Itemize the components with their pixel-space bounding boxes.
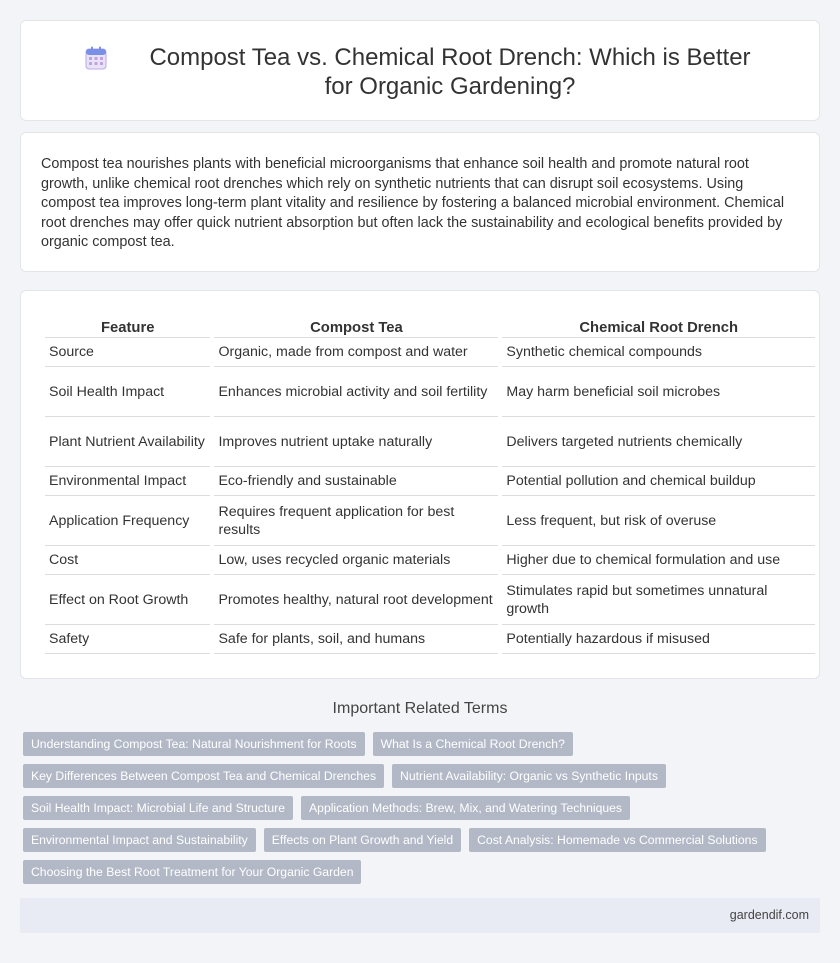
- comparison-card: [20, 290, 820, 679]
- site-name[interactable]: gardendif.com: [729, 908, 809, 922]
- table-cell: Organic, made from compost and water: [214, 338, 498, 367]
- table-cell: Higher due to chemical formulation and use: [502, 546, 815, 575]
- table-cell: Soil Health Impact: [45, 367, 210, 417]
- related-term-link[interactable]: Understanding Compost Tea: Natural Nourishment for Roots: [23, 732, 365, 756]
- table-cell: Low, uses recycled organic materials: [214, 546, 498, 575]
- related-term-link[interactable]: Soil Health Impact: Microbial Life and Structure: [23, 796, 293, 820]
- table-cell: Plant Nutrient Availability: [45, 417, 210, 467]
- table-row: [45, 467, 815, 496]
- table-cell: Environmental Impact: [45, 467, 210, 496]
- table-cell: Promotes healthy, natural root development: [214, 575, 498, 625]
- table-cell: Requires frequent application for best results: [214, 496, 498, 546]
- related-term-link[interactable]: Key Differences Between Compost Tea and Chemical Drenches: [23, 764, 384, 788]
- related-term-link[interactable]: Effects on Plant Growth and Yield: [264, 828, 461, 852]
- table-cell: May harm beneficial soil microbes: [502, 367, 815, 417]
- related-term-link[interactable]: Cost Analysis: Homemade vs Commercial Solutions: [469, 828, 765, 852]
- table-cell: Improves nutrient uptake naturally: [214, 417, 498, 467]
- page-title: Compost Tea vs. Chemical Root Drench: Which is Better for Organic Gardening?: [149, 44, 751, 100]
- column-header: Feature: [45, 317, 210, 338]
- header-card: [20, 20, 820, 121]
- table-cell: Application Frequency: [45, 496, 210, 546]
- table-header-row: [45, 317, 815, 338]
- table-cell: Potential pollution and chemical buildup: [502, 467, 815, 496]
- related-term-link[interactable]: Nutrient Availability: Organic vs Synthetic Inputs: [392, 764, 666, 788]
- related-term-link[interactable]: Application Methods: Brew, Mix, and Watering Techniques: [301, 796, 630, 820]
- related-terms-heading: Important Related Terms: [332, 700, 508, 717]
- table-row: [45, 367, 815, 417]
- footer-bar: [20, 898, 820, 933]
- comparison-table: [41, 317, 819, 654]
- intro-paragraph: Compost tea nourishes plants with beneficial microorganisms that enhance soil health and promote natural root growth, unlike chemical root drenches which rely on synthetic nutrients that can disrupt soil ecosystems. Using compost tea improves long-term plant vitality and resilience by fostering a balanced microbial environment. Chemical root drenches may offer quick nutrient absorption but often lack the sustainability and ecological benefits provided by organic compost tea.: [41, 156, 785, 251]
- table-row: [45, 546, 815, 575]
- related-term-link[interactable]: What Is a Chemical Root Drench?: [373, 732, 573, 756]
- table-cell: Delivers targeted nutrients chemically: [502, 417, 815, 467]
- related-term-link[interactable]: Environmental Impact and Sustainability: [23, 828, 256, 852]
- table-cell: Safety: [45, 625, 210, 654]
- column-header: Chemical Root Drench: [502, 317, 815, 338]
- table-cell: Source: [45, 338, 210, 367]
- table-cell: Synthetic chemical compounds: [502, 338, 815, 367]
- table-cell: Effect on Root Growth: [45, 575, 210, 625]
- table-cell: Enhances microbial activity and soil fertility: [214, 367, 498, 417]
- column-header: Compost Tea: [214, 317, 498, 338]
- table-row: [45, 625, 815, 654]
- table-cell: Cost: [45, 546, 210, 575]
- table-row: [45, 338, 815, 367]
- related-terms-list: [23, 732, 783, 884]
- related-term-link[interactable]: Choosing the Best Root Treatment for Your Organic Garden: [23, 860, 361, 884]
- table-cell: Safe for plants, soil, and humans: [214, 625, 498, 654]
- table-cell: Eco-friendly and sustainable: [214, 467, 498, 496]
- table-cell: Stimulates rapid but sometimes unnatural growth: [502, 575, 815, 625]
- intro-card: [20, 132, 820, 272]
- table-cell: Less frequent, but risk of overuse: [502, 496, 815, 546]
- table-cell: Potentially hazardous if misused: [502, 625, 815, 654]
- table-row: [45, 417, 815, 467]
- table-row: [45, 496, 815, 546]
- table-row: [45, 575, 815, 625]
